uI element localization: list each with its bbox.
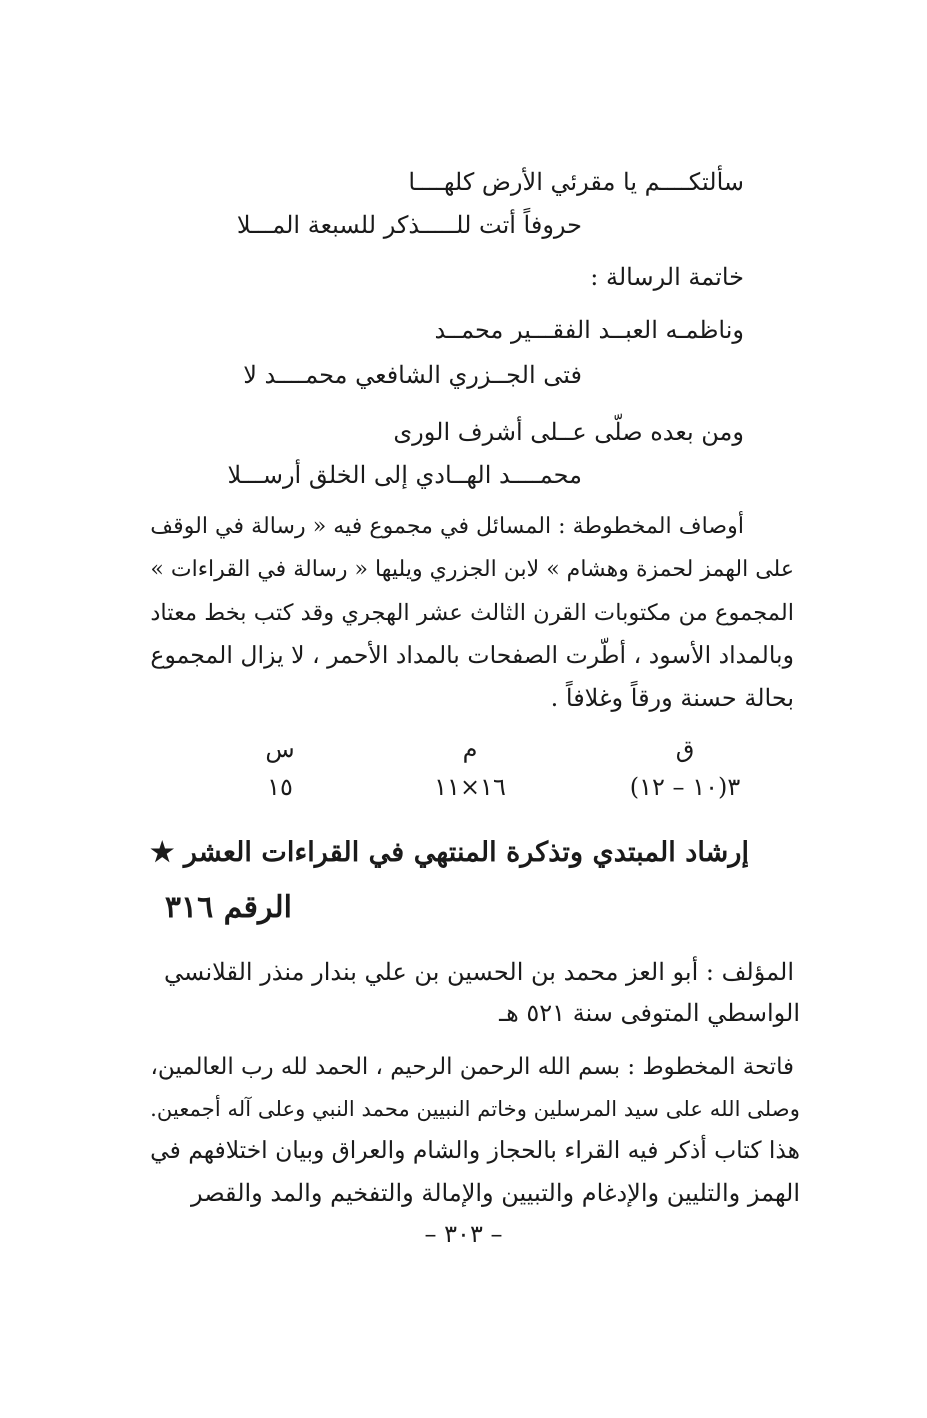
description-line-1: أوصاف المخطوطة : المسائل في مجموع فيه « رسالة في الوقف [150, 513, 744, 539]
poem-2-line-1: وناظمـه العبــد الفقـــير محمــد [434, 316, 744, 344]
table-header-s: س [265, 735, 295, 763]
author-line-2: الواسطي المتوفى سنة ٥٢١ هـ [499, 999, 800, 1027]
table-value-q: ٣(١٠ – ١٢) [629, 773, 741, 801]
entry-number: الرقم ٣١٦ [164, 890, 292, 925]
author-line-1: المؤلف : أبو العز محمد بن الحسين بن علي بندار منذر القلانسي [164, 958, 794, 986]
opening-line-4: الهمز والتليين والإدغام والتبيين والإمالة والتفخيم والمد والقصر [191, 1179, 800, 1207]
description-line-3: المجموع من مكتوبات القرن الثالث عشر الهجري وقد كتب بخط معتاد [150, 600, 794, 626]
description-line-4: وبالمداد الأسود ، أطّرت الصفحات بالمداد الأحمر ، لا يزال المجموع [150, 641, 794, 669]
page-number: – ٣٠٣ – [424, 1220, 503, 1248]
table-value-s: ١٥ [267, 773, 293, 801]
opening-line-1: فاتحة المخطوط : بسم الله الرحمن الرحيم ، الحمد لله رب العالمين، [150, 1054, 794, 1080]
opening-line-3: هذا كتاب أذكر فيه القراء بالحجاز والشام والعراق وبيان اختلافهم في [150, 1136, 800, 1164]
poem-2-line-3: ومن بعده صلّى عــلى أشرف الورى [393, 418, 744, 446]
closing-label: خاتمة الرسالة : [590, 263, 744, 291]
entry-title: إرشاد المبتدي وتذكرة المنتهي في القراءات العشر ★ [150, 837, 749, 868]
table-header-q: ق [675, 735, 695, 763]
opening-line-2: وصلى الله على سيد المرسلين وخاتم النبيين محمد النبي وعلى آله أجمعين. [150, 1096, 800, 1121]
description-line-2: على الهمز لحمزة وهشام » لابن الجزري ويليها « رسالة في القراءات » [150, 557, 794, 582]
table-value-m: ١٦×١١ [434, 773, 506, 801]
poem-1-line-2: حروفاً أتت للـــــذكر للسبعة المـــلا [236, 211, 582, 239]
description-line-5: بحالة حسنة ورقاً وغلافاً . [550, 684, 794, 712]
poem-1-line-1: سألتكــــم يا مقرئي الأرض كلهــــا [408, 168, 744, 196]
table-header-m: م [462, 735, 478, 763]
poem-2-line-2: فتى الجــزري الشافعي محمــــد لا [243, 361, 582, 389]
poem-2-line-4: محمــــد الهــادي إلى الخلق أرســـلا [227, 461, 582, 489]
